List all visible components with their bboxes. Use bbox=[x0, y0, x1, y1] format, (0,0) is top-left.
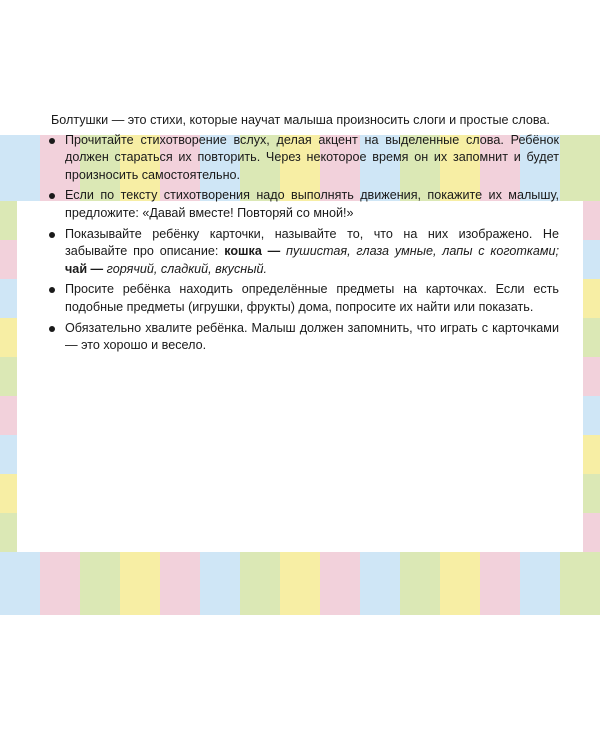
stripe-segment bbox=[0, 279, 17, 318]
stripe-segment bbox=[0, 240, 17, 279]
stripe-segment bbox=[40, 552, 80, 615]
stripe-segment bbox=[0, 135, 40, 201]
stripe-segment bbox=[0, 396, 17, 435]
stripe-segment bbox=[480, 552, 520, 615]
tip-item bbox=[37, 187, 559, 222]
stripe-border-right bbox=[583, 201, 600, 552]
stripe-segment bbox=[280, 552, 320, 615]
stripe-segment bbox=[0, 552, 40, 615]
stripe-segment bbox=[0, 474, 17, 513]
stripe-segment bbox=[200, 552, 240, 615]
bullet-icon bbox=[49, 138, 55, 144]
stripe-segment bbox=[240, 552, 280, 615]
stripe-segment bbox=[320, 552, 360, 615]
tip-item bbox=[37, 320, 559, 355]
tip-item bbox=[37, 226, 559, 279]
tip-item bbox=[37, 281, 559, 316]
stripe-segment bbox=[440, 552, 480, 615]
stripe-segment bbox=[583, 357, 600, 396]
instruction-text bbox=[37, 112, 559, 358]
stripe-segment bbox=[360, 552, 400, 615]
tip-item bbox=[37, 132, 559, 185]
bullet-icon bbox=[49, 326, 55, 332]
stripe-segment bbox=[0, 201, 17, 240]
keyword-tea: чай — bbox=[65, 261, 104, 276]
stripe-segment bbox=[583, 474, 600, 513]
stripe-segment bbox=[583, 201, 600, 240]
stripe-segment bbox=[0, 318, 17, 357]
stripe-segment bbox=[0, 357, 17, 396]
keyword-cat: кошка — bbox=[224, 244, 281, 259]
stripe-segment bbox=[583, 279, 600, 318]
tip-text: Просите ребёнка находить определённые предметы на карточках. Если есть подобные предметы (игрушки, фрукты) дома, попросите их найти или показать. bbox=[65, 282, 559, 314]
stripe-segment bbox=[583, 513, 600, 552]
tip-text: Прочитайте стихотворение вслух, делая акцент на выделенные слова. Ребёнок должен стараться их повторить. Через некоторое время он их запомнит и будет произносить самостоятельно. bbox=[65, 132, 559, 182]
stripe-segment bbox=[80, 552, 120, 615]
bullet-icon bbox=[49, 193, 55, 199]
intro-paragraph: Болтушки — это стихи, которые научат малыша произносить слоги и простые слова. bbox=[51, 113, 550, 127]
tips-list bbox=[37, 132, 559, 355]
tip-text: Если по тексту стихотворения надо выполнять движения, покажите их малышу, предложите: «Давай вместе! Повторяй со мной!» bbox=[65, 188, 559, 220]
stripe-border-bottom bbox=[0, 552, 600, 615]
stripe-segment bbox=[160, 552, 200, 615]
stripe-segment bbox=[0, 513, 17, 552]
stripe-segment bbox=[583, 435, 600, 474]
stripe-segment bbox=[583, 396, 600, 435]
bullet-icon bbox=[49, 287, 55, 293]
tip-text: Показывайте ребёнку карточки, называйте то, что на них изображено. Не забывайте про описание: bbox=[65, 226, 559, 259]
stripe-segment bbox=[0, 435, 17, 474]
stripe-border-left bbox=[0, 201, 17, 552]
stripe-segment bbox=[560, 552, 600, 615]
tip-text: Обязательно хвалите ребёнка. Малыш должен запомнить, что играть с карточками — это хорошо и весело. bbox=[65, 320, 559, 353]
stripe-segment bbox=[400, 552, 440, 615]
cat-description: пушистая, глаза умные, лапы с коготками; bbox=[280, 244, 559, 259]
bullet-icon bbox=[49, 232, 55, 238]
stripe-segment bbox=[583, 240, 600, 279]
stripe-segment bbox=[583, 318, 600, 357]
stripe-segment bbox=[120, 552, 160, 615]
stripe-segment bbox=[560, 135, 600, 201]
tea-description: горячий, сладкий, вкусный. bbox=[103, 261, 267, 276]
stripe-segment bbox=[520, 552, 560, 615]
